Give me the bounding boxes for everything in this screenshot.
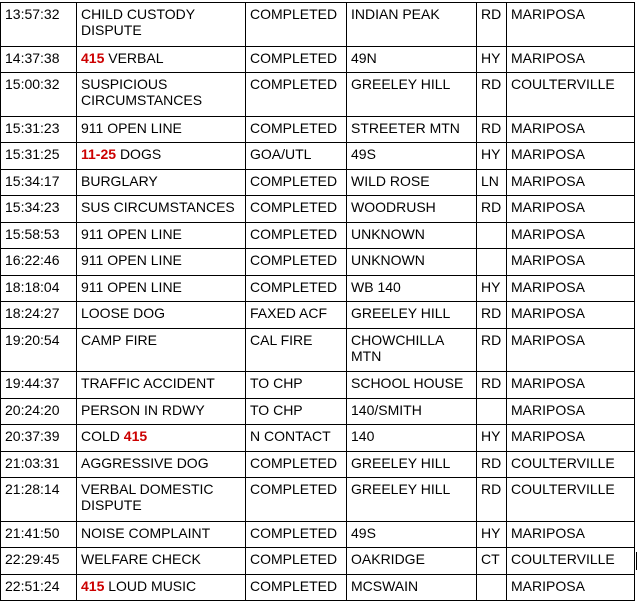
table-row <box>1 275 635 302</box>
call-type-text: LOOSE DOG <box>81 305 166 321</box>
city-cell: MARIPOSA <box>507 574 635 601</box>
table-row <box>1 398 635 425</box>
location-cell: OAKRIDGE <box>347 548 477 575</box>
city-cell: COULTERVILLE <box>507 478 635 522</box>
street-suffix-cell: RD <box>477 73 507 117</box>
location-cell: GREELEY HILL <box>347 451 477 478</box>
call-type-text: COLD <box>81 428 120 444</box>
street-suffix-cell <box>477 398 507 425</box>
street-suffix-cell: HY <box>477 46 507 73</box>
call-type-cell <box>77 275 246 302</box>
street-suffix-cell <box>477 574 507 601</box>
city-cell: MARIPOSA <box>507 222 635 249</box>
table-row <box>1 196 635 223</box>
time-cell: 15:58:53 <box>1 222 77 249</box>
city-cell: MARIPOSA <box>507 372 635 399</box>
call-type-cell <box>77 116 246 143</box>
street-suffix-cell: HY <box>477 521 507 548</box>
status-cell: GOA/UTL <box>246 143 347 170</box>
city-cell: MARIPOSA <box>507 302 635 329</box>
call-type-cell <box>77 302 246 329</box>
call-type-text: 911 OPEN LINE <box>81 278 182 295</box>
status-cell: COMPLETED <box>246 3 347 47</box>
city-cell: MARIPOSA <box>507 275 635 302</box>
table-row <box>1 73 635 117</box>
call-log-table <box>0 2 635 601</box>
call-type-text: CHILD CUSTODY DISPUTE <box>81 6 195 38</box>
status-cell: TO CHP <box>246 398 347 425</box>
time-cell: 18:18:04 <box>1 275 77 302</box>
status-cell: COMPLETED <box>246 548 347 575</box>
location-cell: 140/SMITH <box>347 398 477 425</box>
time-cell: 19:20:54 <box>1 328 77 372</box>
city-cell: MARIPOSA <box>507 46 635 73</box>
call-type-cell <box>77 3 246 47</box>
city-cell: COULTERVILLE <box>507 548 635 575</box>
call-type-text: LOUD MUSIC <box>108 577 197 594</box>
street-suffix-cell: RD <box>477 196 507 223</box>
call-type-text: AGGRESSIVE DOG <box>81 454 209 471</box>
call-type-text: BURGLARY <box>81 172 158 189</box>
call-type-cell <box>77 169 246 196</box>
status-cell: COMPLETED <box>246 222 347 249</box>
street-suffix-cell: CT <box>477 548 507 575</box>
location-cell: INDIAN PEAK <box>347 3 477 47</box>
status-cell: COMPLETED <box>246 574 347 601</box>
call-type-cell <box>77 46 246 73</box>
code-highlight: 11-25 <box>81 146 117 162</box>
code-highlight: 415 <box>123 428 148 444</box>
location-cell: GREELEY HILL <box>347 73 477 117</box>
table-row <box>1 169 635 196</box>
call-type-text: CAMP FIRE <box>81 331 157 348</box>
status-cell: COMPLETED <box>246 451 347 478</box>
status-cell: CAL FIRE <box>246 328 347 372</box>
call-type-cell <box>77 398 246 425</box>
call-type-cell <box>77 222 246 249</box>
street-suffix-cell: RD <box>477 372 507 399</box>
location-cell: WB 140 <box>347 275 477 302</box>
status-cell: COMPLETED <box>246 169 347 196</box>
location-cell: 49S <box>347 143 477 170</box>
table-row <box>1 46 635 73</box>
street-suffix-cell: RD <box>477 451 507 478</box>
location-cell: UNKNOWN <box>347 222 477 249</box>
location-cell: GREELEY HILL <box>347 302 477 329</box>
table-row <box>1 451 635 478</box>
city-cell: MARIPOSA <box>507 169 635 196</box>
time-cell: 14:37:38 <box>1 46 77 73</box>
code-highlight: 415 <box>81 577 105 594</box>
city-cell: COULTERVILLE <box>507 73 635 117</box>
table-row <box>1 372 635 399</box>
table-row <box>1 249 635 276</box>
call-type-cell <box>77 328 246 372</box>
call-type-cell <box>77 478 246 522</box>
time-cell: 21:03:31 <box>1 451 77 478</box>
call-log-body <box>1 3 635 601</box>
street-suffix-cell: HY <box>477 143 507 170</box>
time-cell: 15:31:23 <box>1 116 77 143</box>
table-row <box>1 3 635 47</box>
status-cell: COMPLETED <box>246 73 347 117</box>
time-cell: 15:34:17 <box>1 169 77 196</box>
city-cell: MARIPOSA <box>507 425 635 452</box>
status-cell: COMPLETED <box>246 196 347 223</box>
location-cell: GREELEY HILL <box>347 478 477 522</box>
time-cell: 15:00:32 <box>1 73 77 117</box>
city-cell: MARIPOSA <box>507 398 635 425</box>
location-cell: SCHOOL HOUSE <box>347 372 477 399</box>
time-cell: 21:41:50 <box>1 521 77 548</box>
street-suffix-cell: RD <box>477 302 507 329</box>
location-cell: 140 <box>347 425 477 452</box>
table-row <box>1 302 635 329</box>
call-type-text: 911 OPEN LINE <box>81 225 182 242</box>
table-row <box>1 478 635 522</box>
location-cell: CHOWCHILLA MTN <box>347 328 477 372</box>
location-cell: MCSWAIN <box>347 574 477 601</box>
city-cell: MARIPOSA <box>507 143 635 170</box>
location-cell: STREETER MTN <box>347 116 477 143</box>
status-cell: COMPLETED <box>246 116 347 143</box>
location-cell: WOODRUSH <box>347 196 477 223</box>
table-row <box>1 328 635 372</box>
street-suffix-cell: RD <box>477 478 507 522</box>
status-cell: COMPLETED <box>246 478 347 522</box>
status-cell: COMPLETED <box>246 521 347 548</box>
call-type-text: VERBAL <box>108 49 164 66</box>
call-type-text: PERSON IN RDWY <box>81 401 205 418</box>
call-type-cell <box>77 372 246 399</box>
street-suffix-cell <box>477 222 507 249</box>
call-type-text: WELFARE CHECK <box>81 551 201 567</box>
table-row <box>1 425 635 452</box>
street-suffix-cell: HY <box>477 425 507 452</box>
call-type-text: SUS CIRCUMSTANCES <box>81 199 235 215</box>
time-cell: 21:28:14 <box>1 478 77 522</box>
table-row <box>1 143 635 170</box>
table-row <box>1 574 635 601</box>
call-type-text: 911 OPEN LINE <box>81 119 182 136</box>
table-row <box>1 521 635 548</box>
status-cell: COMPLETED <box>246 249 347 276</box>
time-cell: 19:44:37 <box>1 372 77 399</box>
time-cell: 18:24:27 <box>1 302 77 329</box>
call-type-cell <box>77 425 246 452</box>
page-edge-mark <box>636 552 637 570</box>
call-type-cell <box>77 451 246 478</box>
status-cell: TO CHP <box>246 372 347 399</box>
status-cell: FAXED ACF <box>246 302 347 329</box>
status-cell: COMPLETED <box>246 46 347 73</box>
street-suffix-cell: RD <box>477 3 507 47</box>
call-type-cell <box>77 574 246 601</box>
time-cell: 15:31:25 <box>1 143 77 170</box>
call-type-text: VERBAL DOMESTIC DISPUTE <box>81 481 214 513</box>
time-cell: 13:57:32 <box>1 3 77 47</box>
city-cell: MARIPOSA <box>507 521 635 548</box>
city-cell: MARIPOSA <box>507 196 635 223</box>
street-suffix-cell: HY <box>477 275 507 302</box>
time-cell: 16:22:46 <box>1 249 77 276</box>
location-cell: WILD ROSE <box>347 169 477 196</box>
location-cell: 49N <box>347 46 477 73</box>
location-cell: 49S <box>347 521 477 548</box>
time-cell: 15:34:23 <box>1 196 77 223</box>
street-suffix-cell: RD <box>477 116 507 143</box>
call-type-cell <box>77 73 246 117</box>
street-suffix-cell <box>477 249 507 276</box>
city-cell: COULTERVILLE <box>507 451 635 478</box>
time-cell: 22:51:24 <box>1 574 77 601</box>
time-cell: 20:37:39 <box>1 425 77 452</box>
code-highlight: 415 <box>81 49 105 66</box>
call-type-text: TRAFFIC ACCIDENT <box>81 375 215 391</box>
street-suffix-cell: RD <box>477 328 507 372</box>
city-cell: MARIPOSA <box>507 328 635 372</box>
call-type-cell <box>77 143 246 170</box>
table-row <box>1 222 635 249</box>
table-row <box>1 116 635 143</box>
call-type-cell <box>77 196 246 223</box>
status-cell: N CONTACT <box>246 425 347 452</box>
call-type-text: SUSPICIOUS CIRCUMSTANCES <box>81 76 203 108</box>
call-type-text: DOGS <box>119 146 162 162</box>
location-cell: UNKNOWN <box>347 249 477 276</box>
status-cell: COMPLETED <box>246 275 347 302</box>
table-row <box>1 548 635 575</box>
call-type-cell <box>77 548 246 575</box>
call-type-text: NOISE COMPLAINT <box>81 524 211 541</box>
time-cell: 22:29:45 <box>1 548 77 575</box>
call-type-cell <box>77 521 246 548</box>
street-suffix-cell: LN <box>477 169 507 196</box>
city-cell: MARIPOSA <box>507 116 635 143</box>
city-cell: MARIPOSA <box>507 3 635 47</box>
city-cell: MARIPOSA <box>507 249 635 276</box>
call-type-cell <box>77 249 246 276</box>
time-cell: 20:24:20 <box>1 398 77 425</box>
call-type-text: 911 OPEN LINE <box>81 252 182 268</box>
